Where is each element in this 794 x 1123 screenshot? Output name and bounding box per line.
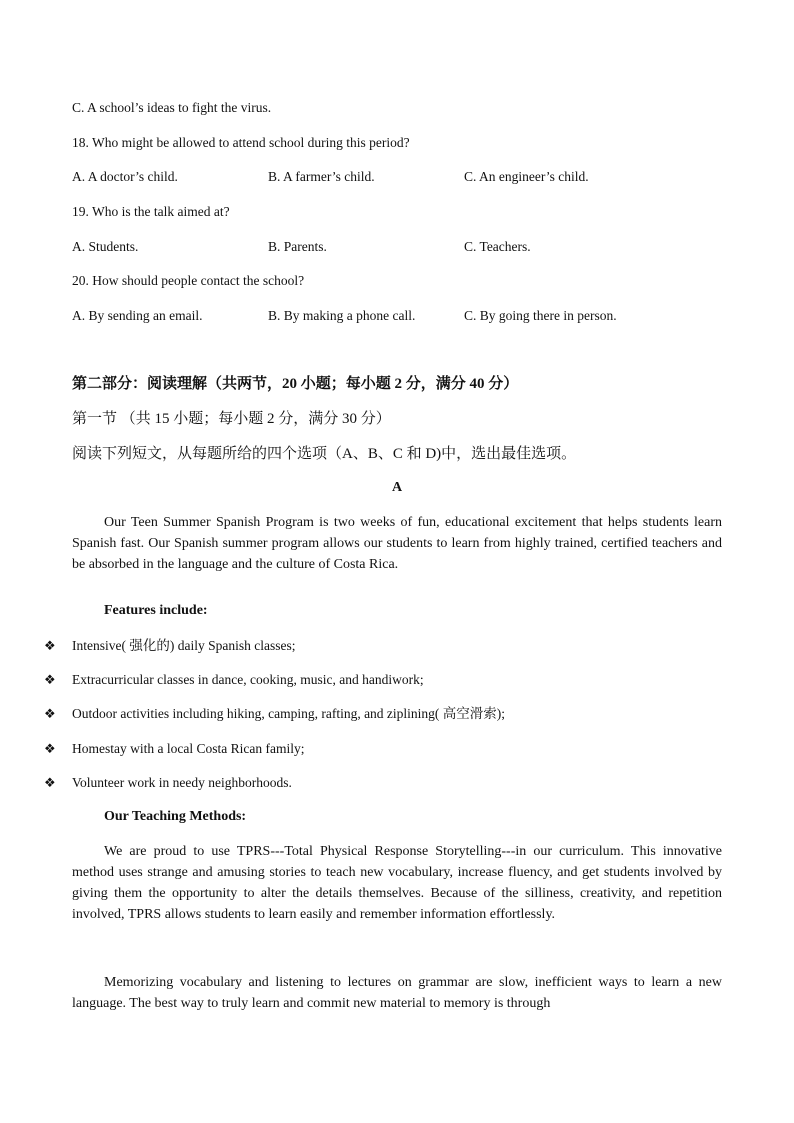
passage-label: A (391, 480, 403, 495)
q19-question: 19. Who is the talk aimed at? (72, 204, 230, 219)
q18-option-b: B. A farmer’s child. (268, 169, 375, 184)
q19-option-c: C. Teachers. (464, 239, 531, 254)
intro-paragraph (72, 512, 722, 575)
methods-paragraph-text: We are proud to use TPRS---Total Physical Response Storytelling---in our curriculum. This innovative method uses strange and amusing stories to teach new vocabulary, increase fluency, and get students involved by giving them the opportunity to alter the details themselves. Because of the silliness, creativity, and repetition involved, TPRS allows students to learn easily and remember information effortlessly. (72, 844, 722, 922)
feature-item (44, 637, 295, 655)
feature-text: Outdoor activities including hiking, camping, rafting, and ziplining( 高空滑索); (72, 706, 506, 721)
q20-option-b: B. By making a phone call. (268, 308, 416, 323)
diamond-bullet-icon: ❖ (44, 741, 56, 756)
q20-option-a: A. By sending an email. (72, 308, 203, 323)
q18-question: 18. Who might be allowed to attend school during this period? (72, 135, 410, 150)
feature-item (44, 705, 505, 723)
features-heading: Features include: (104, 603, 208, 618)
feature-item (44, 774, 292, 792)
q20-question: 20. How should people contact the school? (72, 273, 305, 288)
feature-text: Extracurricular classes in dance, cooking, music, and handiwork; (72, 672, 424, 687)
diamond-bullet-icon: ❖ (44, 706, 56, 721)
q20-option-c: C. By going there in person. (464, 308, 617, 323)
feature-text: Homestay with a local Costa Rican family; (72, 741, 305, 756)
feature-item (44, 671, 424, 689)
q17-option-c: C. A school’s ideas to fight the virus. (72, 100, 272, 115)
feature-text: Volunteer work in needy neighborhoods. (72, 775, 292, 790)
diamond-bullet-icon: ❖ (44, 672, 56, 687)
methods-paragraph (72, 841, 722, 925)
q18-option-a: A. A doctor’s child. (72, 169, 178, 184)
diamond-bullet-icon: ❖ (44, 638, 56, 653)
intro-paragraph-text: Our Teen Summer Spanish Program is two weeks of fun, educational excitement that helps students learn Spanish fast. Our Spanish summer program allows our students to learn from highly trained, certified teachers and be absorbed in the language and the culture of Costa Rica. (72, 515, 722, 572)
diamond-bullet-icon: ❖ (44, 775, 56, 790)
feature-text: Intensive( 强化的) daily Spanish classes; (72, 638, 296, 653)
last-paragraph (72, 972, 722, 1014)
instructions: 阅读下列短文，从每题所给的四个选项（A、B、C 和 D)中，选出最佳选项。 (72, 446, 577, 462)
methods-heading: Our Teaching Methods: (104, 809, 247, 824)
section-title: 第一节 （共 15 小题；每小题 2 分，满分 30 分） (72, 411, 391, 427)
last-paragraph-text: Memorizing vocabulary and listening to lectures on grammar are slow, inefficient ways to learn a new language. The best way to truly learn and commit new material to memory is through (72, 975, 722, 1011)
q19-option-a: A. Students. (72, 239, 139, 254)
feature-item (44, 740, 304, 758)
part-title: 第二部分：阅读理解（共两节，20 小题；每小题 2 分，满分 40 分） (72, 376, 519, 392)
q18-option-c: C. An engineer’s child. (464, 169, 589, 184)
q19-option-b: B. Parents. (268, 239, 327, 254)
